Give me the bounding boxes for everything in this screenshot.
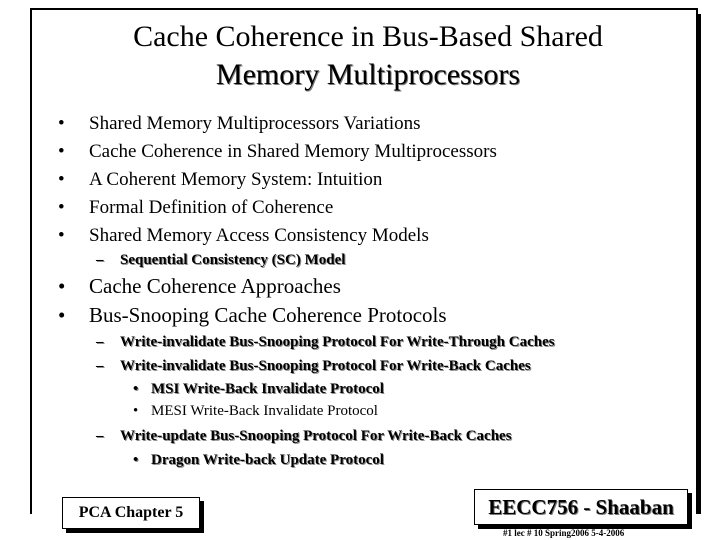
bullet-icon: • [58,197,65,218]
bullet-icon: • [58,113,65,134]
title-line-1: Cache Coherence in Bus-Based Shared [133,20,603,53]
dash-icon: – [96,334,104,350]
bullet-icon: • [133,452,139,468]
bullet-icon: • [58,169,65,190]
bullet-icon: • [58,274,66,298]
bullet-icon: • [133,381,139,397]
course-box: EECC756 - Shaaban [474,489,688,525]
bullet-icon: • [58,225,65,246]
chapter-box: PCA Chapter 5 [62,497,200,529]
bullet-icon: • [133,403,139,419]
bullet-icon: • [58,303,66,327]
frame-shadow [696,14,701,514]
slide-title [60,18,676,94]
slide-footer: #1 lec # 10 Spring2006 5-4-2006 [503,528,625,538]
title-line-2: Memory Multiprocessors [215,58,521,91]
dash-icon: – [96,428,104,444]
bullet-icon: • [58,141,65,162]
dash-icon: – [96,252,104,268]
dash-icon: – [96,358,104,374]
